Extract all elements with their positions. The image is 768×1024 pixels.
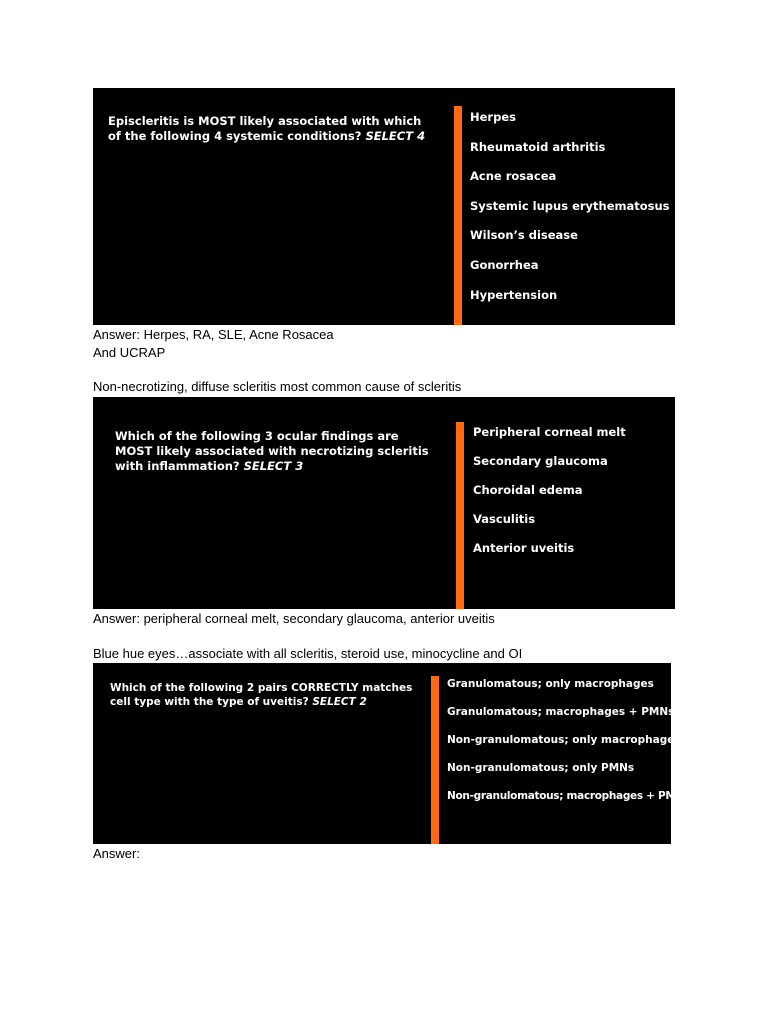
slide-2-option: Peripheral corneal melt bbox=[473, 425, 626, 439]
slide-2-select-instruction: SELECT 3 bbox=[243, 459, 304, 473]
slide-3-options bbox=[447, 677, 690, 804]
question-slide-1 bbox=[93, 88, 675, 325]
note-1: Non-necrotizing, diffuse scleritis most common cause of scleritis bbox=[93, 379, 462, 394]
note-2: Blue hue eyes…associate with all scleritis, steroid use, minocycline and OI bbox=[93, 646, 523, 661]
slide-1-option: Herpes bbox=[470, 110, 516, 124]
slide-3-question-text: Which of the following 2 pairs CORRECTLY matches cell type with the type of uveitis? bbox=[110, 682, 413, 708]
slide-2-option: Anterior uveitis bbox=[473, 541, 575, 555]
slide-3-accent-bar bbox=[431, 676, 439, 844]
slide-1-question-text: Episcleritis is MOST likely associated with which of the following 4 systemic conditions? bbox=[108, 114, 422, 143]
answer-3: Answer: bbox=[93, 846, 140, 861]
slide-2-option: Secondary glaucoma bbox=[473, 454, 608, 468]
slide-2-options bbox=[473, 425, 626, 556]
slide-3-select-instruction: SELECT 2 bbox=[312, 696, 367, 708]
slide-1-select-instruction: SELECT 4 bbox=[365, 129, 426, 143]
slide-1-question bbox=[108, 114, 438, 144]
slide-1-option: Hypertension bbox=[470, 287, 558, 302]
slide-3-option: Granulomatous; only macrophages bbox=[447, 678, 654, 690]
slide-1-option: Gonorrhea bbox=[470, 257, 539, 272]
slide-1-option: Wilson’s disease bbox=[470, 228, 578, 243]
answer-1: Answer: Herpes, RA, SLE, Acne Rosacea bbox=[93, 327, 334, 342]
slide-1-accent-bar bbox=[454, 106, 462, 325]
slide-1-option: Acne rosacea bbox=[470, 169, 557, 184]
question-slide-2 bbox=[93, 397, 675, 609]
slide-2-question-text: Which of the following 3 ocular findings are MOST likely associated with necrotizing scleritis with inflammation? bbox=[115, 429, 429, 473]
slide-1-options bbox=[470, 110, 670, 303]
slide-1-option: Systemic lupus erythematosus bbox=[470, 198, 670, 213]
slide-1-option: Rheumatoid arthritis bbox=[470, 139, 606, 154]
slide-2-question bbox=[115, 429, 430, 474]
answer-1-mnemonic: And UCRAP bbox=[93, 345, 166, 360]
slide-3-question bbox=[110, 681, 415, 709]
slide-2-option: Choroidal edema bbox=[473, 483, 583, 497]
slide-3-option: Non-granulomatous; only macrophages bbox=[447, 734, 681, 746]
slide-3-option: Granulomatous; macrophages + PMNs bbox=[447, 706, 675, 718]
slide-2-accent-bar bbox=[456, 422, 464, 609]
slide-3-option: Non-granulomatous; macrophages + PMNs bbox=[447, 790, 691, 802]
question-slide-3 bbox=[93, 663, 691, 844]
slide-2-option: Vasculitis bbox=[473, 512, 536, 526]
slide-3-option: Non-granulomatous; only PMNs bbox=[447, 762, 635, 774]
answer-2: Answer: peripheral corneal melt, secondary glaucoma, anterior uveitis bbox=[93, 611, 495, 626]
